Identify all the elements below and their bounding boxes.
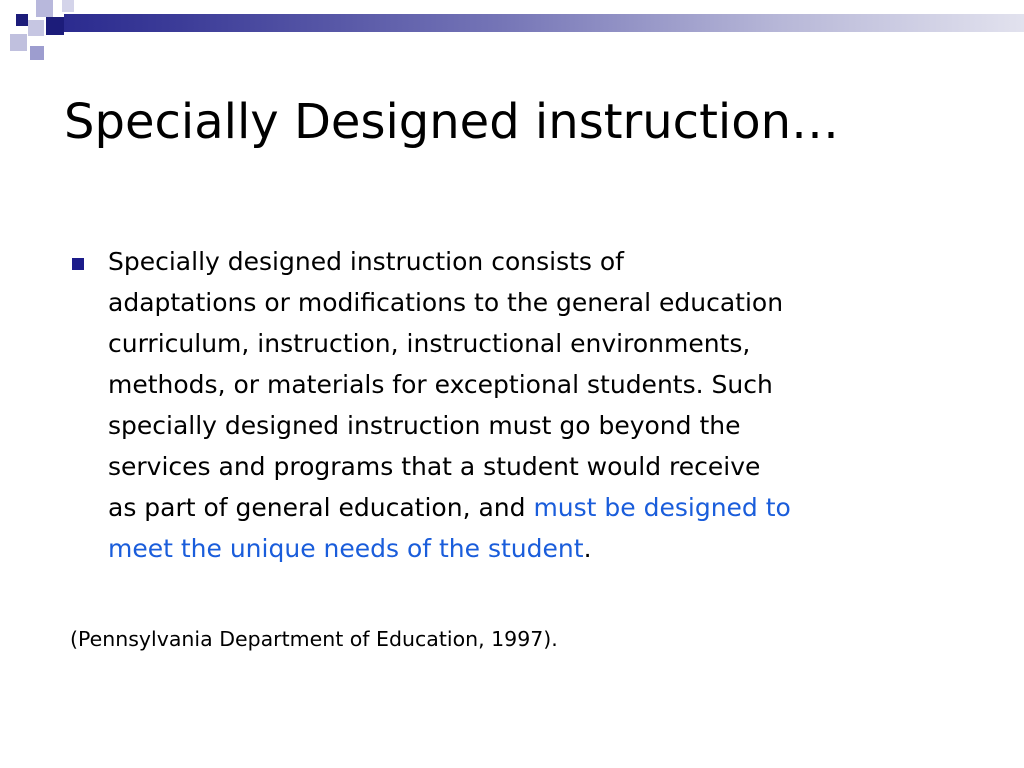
highlighted-text: must be designed to (533, 493, 791, 522)
decor-square (28, 20, 44, 36)
bullet-line (108, 528, 978, 569)
decor-square (36, 0, 53, 17)
decor-square (46, 17, 64, 35)
bullet-line-text: . (583, 534, 592, 563)
slide-title: Specially Designed instruction… (64, 94, 840, 150)
square-bullet-icon (72, 258, 84, 270)
citation: (Pennsylvania Department of Education, 1997). (70, 627, 558, 651)
bullet-line-text: as part of general education, and (108, 493, 534, 522)
decor-square (16, 14, 28, 26)
decor-square (30, 46, 44, 60)
decor-square (62, 0, 74, 12)
bullet-line: curriculum, instruction, instructional environments, (108, 329, 751, 358)
header-gradient-bar (64, 14, 1024, 32)
bullet-line: services and programs that a student would receive (108, 452, 761, 481)
bullet-line: methods, or materials for exceptional students. Such (108, 370, 773, 399)
decor-square (10, 34, 27, 51)
bullet-line: Specially designed instruction consists of (108, 247, 624, 276)
bullet-line (108, 487, 978, 528)
highlighted-text: meet the unique needs of the student (108, 534, 584, 563)
bullet-text (108, 241, 978, 569)
bullet-line: adaptations or modifications to the general education (108, 288, 784, 317)
bullet-line: specially designed instruction must go beyond the (108, 411, 741, 440)
